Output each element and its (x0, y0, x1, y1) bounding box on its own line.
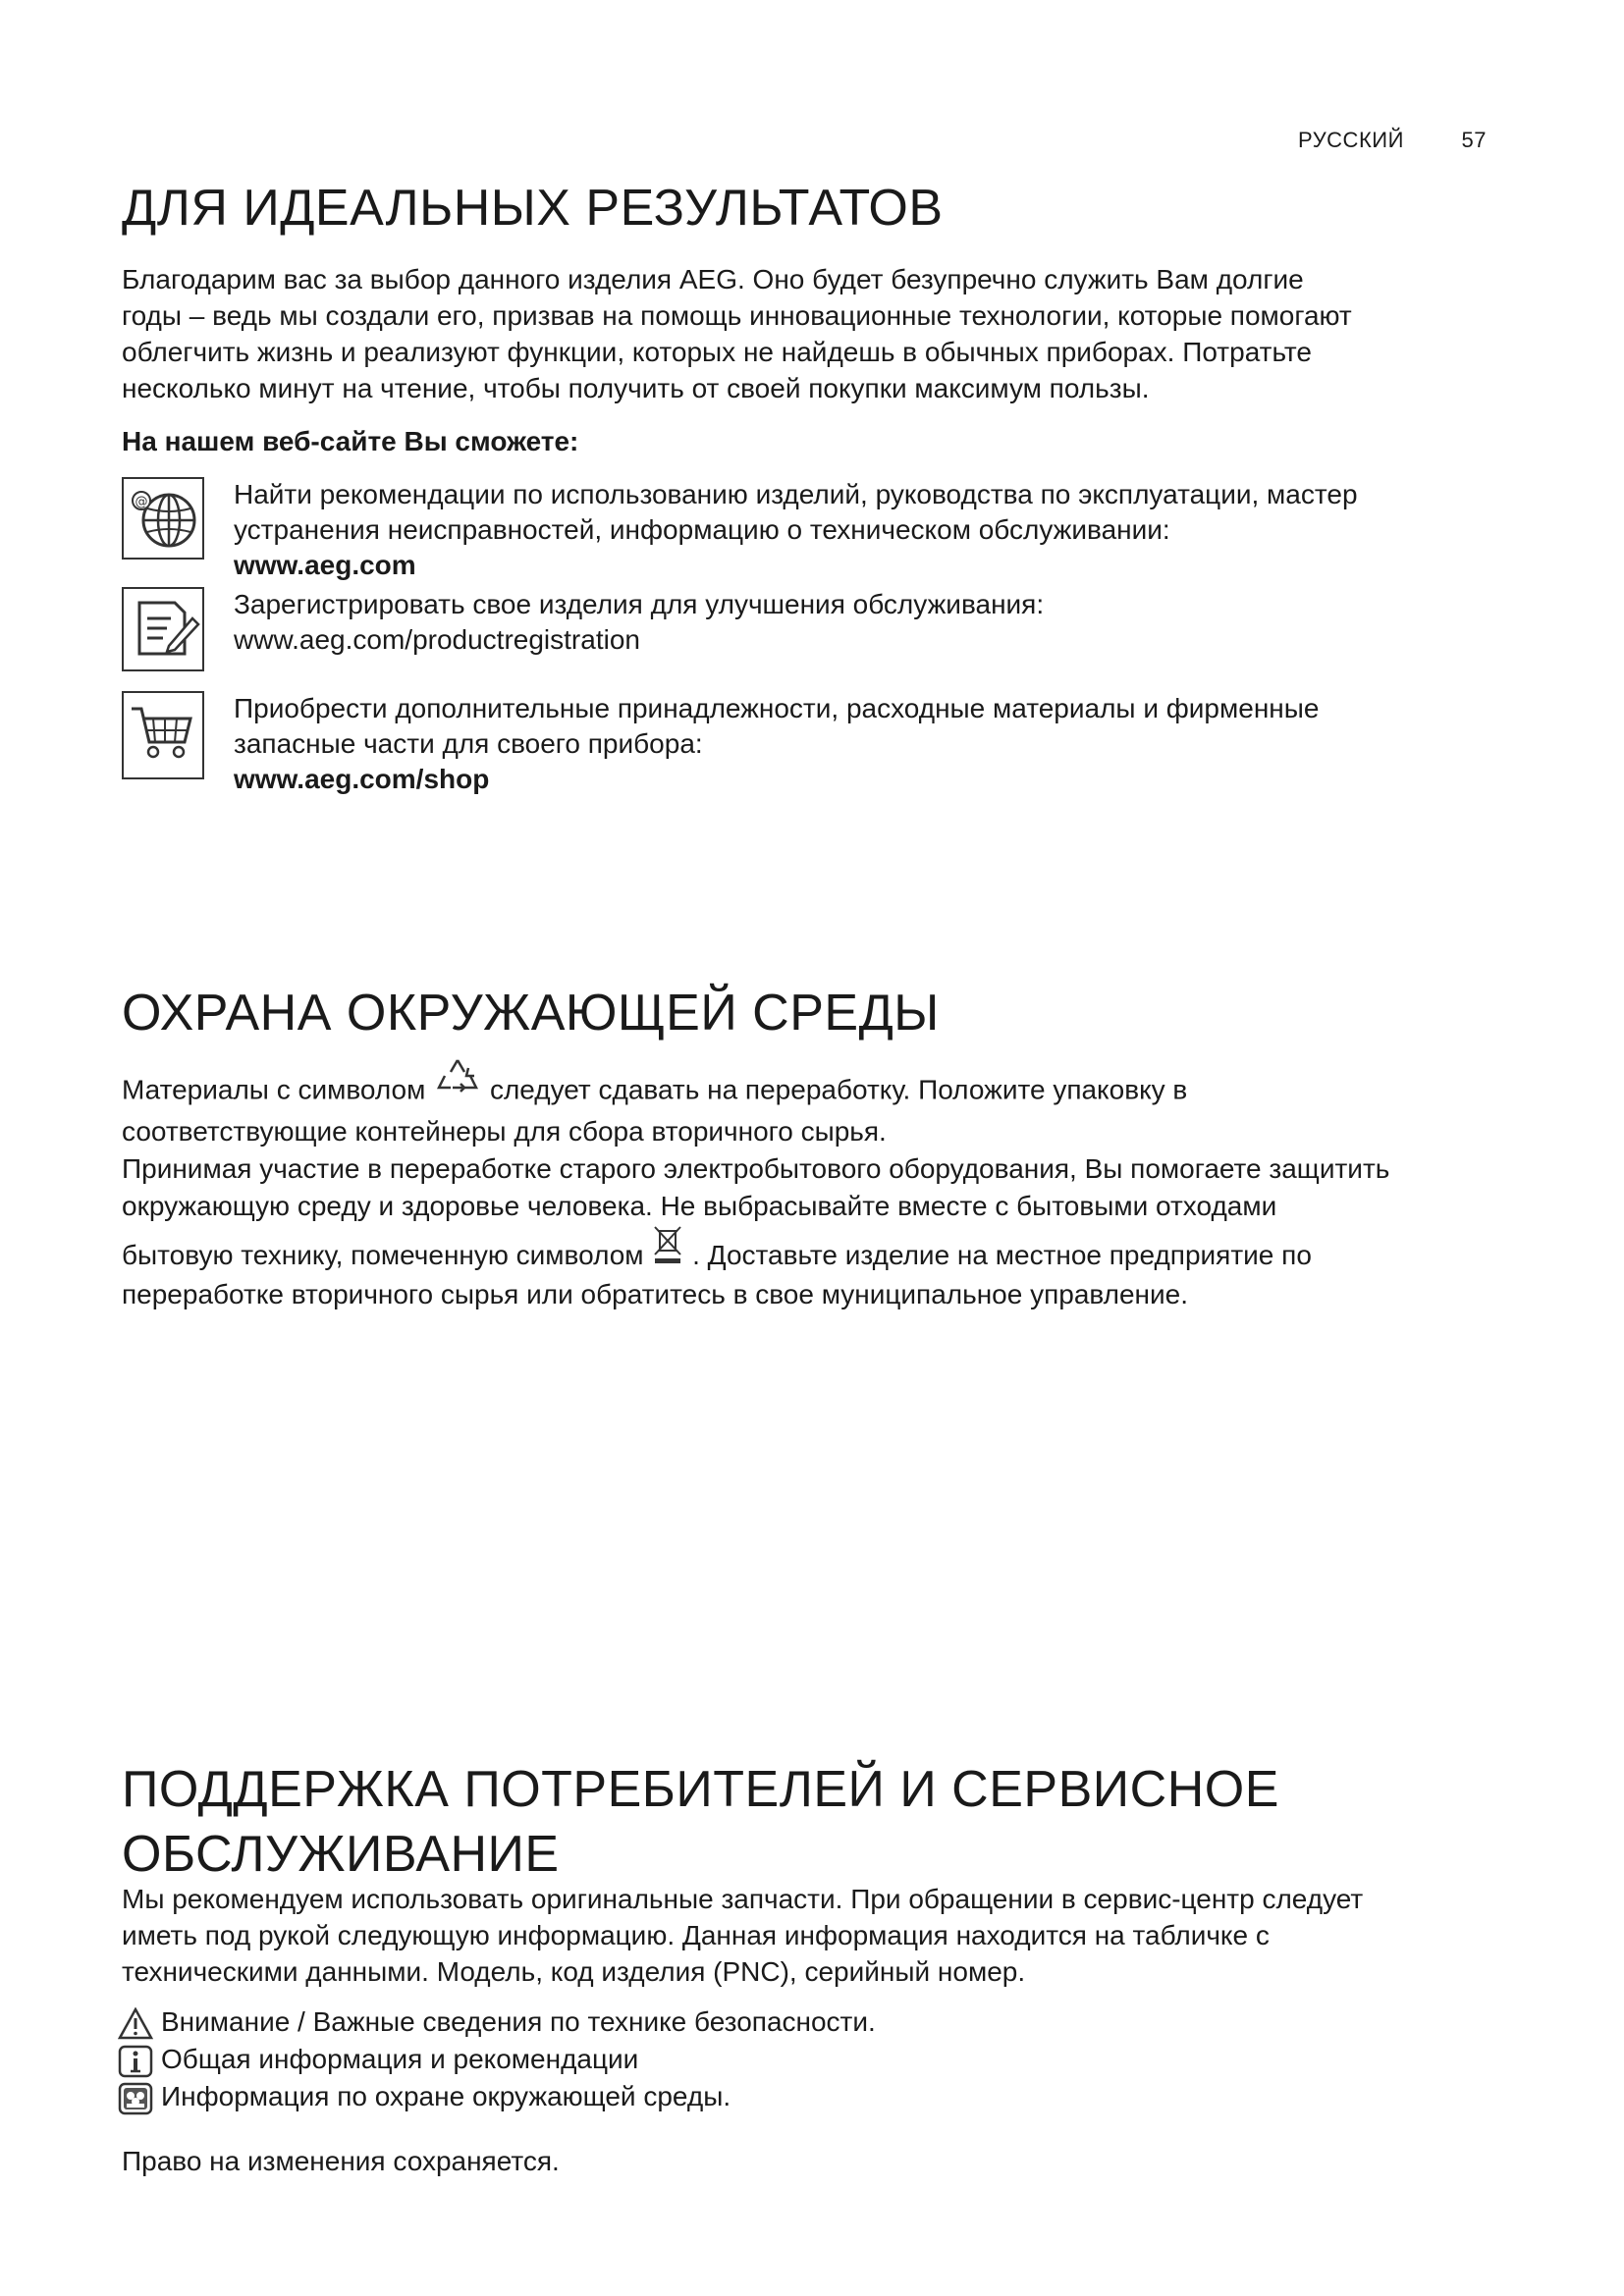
legend-text: Общая информация и рекомендации (161, 2044, 639, 2074)
title-line: ОБСЛУЖИВАНИЕ (122, 1826, 560, 1883)
environment-paragraph (122, 1070, 1516, 1313)
service-paragraph (122, 1881, 1516, 1990)
globe-icon (122, 477, 204, 560)
crossed-bin-icon (651, 1239, 684, 1276)
item-text: Зарегистрировать свое изделия для улучшения обслуживания: (234, 589, 1045, 619)
page-number: 57 (1461, 128, 1487, 152)
legend-warning (118, 2004, 876, 2041)
info-icon (118, 2045, 153, 2078)
legend-environment (118, 2079, 731, 2115)
legend-info (118, 2042, 638, 2078)
registration-icon (122, 587, 204, 671)
service-line: Мы рекомендуем использовать оригинальные запчасти. При обращении в сервис-центр следует (122, 1884, 1364, 1914)
env-line (122, 1237, 1516, 1276)
env-text: следует сдавать на переработку. Положите упаковку в (489, 1074, 1188, 1105)
env-line: Принимая участие в переработке старого электробытового оборудования, Вы помогаете защитить (122, 1153, 1390, 1184)
legend-text: Информация по охране окружающей среды. (161, 2081, 731, 2111)
shopping-cart-icon (122, 691, 204, 779)
intro-line: годы – ведь мы создали его, призвав на помощь инновационные технологии, которые помогают (122, 300, 1352, 331)
env-line: переработке вторичного сырья или обратитесь в свое муниципальное управление. (122, 1278, 1188, 1309)
environment-icon (118, 2082, 153, 2115)
env-line: окружающую среду и здоровье человека. Не выбрасывайте вместе с бытовыми отходами (122, 1191, 1277, 1221)
item-text: Приобрести дополнительные принадлежности, расходные материалы и фирменные (234, 693, 1320, 723)
aeg-shop-link[interactable]: www.aeg.com/shop (234, 764, 490, 794)
recycle-icon (433, 1070, 482, 1113)
section-title-ideal-results: ДЛЯ ИДЕАЛЬНЫХ РЕЗУЛЬТАТОВ (122, 180, 944, 237)
section-title-environment: ОХРАНА ОКРУЖАЮЩЕЙ СРЕДЫ (122, 985, 940, 1041)
section-title-customer-service (122, 1757, 1279, 1887)
warning-icon (118, 2007, 153, 2041)
service-line: техническими данными. Модель, код изделия (PNC), серийный номер. (122, 1956, 1026, 1987)
title-line: ПОДДЕРЖКА ПОТРЕБИТЕЛЕЙ И СЕРВИСНОЕ (122, 1761, 1279, 1818)
svg-text:@: @ (135, 495, 148, 509)
env-text: . Доставьте изделие на местное предприятие по (692, 1240, 1312, 1270)
product-registration-link[interactable]: www.aeg.com/productregistration (234, 624, 640, 655)
item-text: Найти рекомендации по использованию изделий, руководства по эксплуатации, мастер (234, 479, 1358, 509)
page-header (1298, 128, 1487, 153)
footer-note: Право на изменения сохраняется. (122, 2146, 560, 2176)
env-text: Материалы с символом (122, 1074, 426, 1105)
intro-line: несколько минут на чтение, чтобы получить от своей покупки максимум пользы. (122, 373, 1150, 403)
env-line: соответствующие контейнеры для сбора вторичного сырья. (122, 1116, 887, 1147)
aeg-website-link[interactable]: www.aeg.com (234, 550, 416, 580)
intro-paragraph (122, 261, 1516, 406)
env-text: бытовую технику, помеченную символом (122, 1240, 644, 1270)
service-line: иметь под рукой следующую информацию. Данная информация находится на табличке с (122, 1920, 1270, 1950)
item-text: устранения неисправностей, информацию о техническом обслуживании: (234, 514, 1170, 545)
intro-line: облегчить жизнь и реализуют функции, которых не найдешь в обычных приборах. Потратьте (122, 337, 1312, 367)
intro-line: Благодарим вас за выбор данного изделия AEG. Оно будет безупречно служить Вам долгие (122, 264, 1304, 294)
item-text: запасные части для своего прибора: (234, 728, 703, 759)
legend-text: Внимание / Важные сведения по технике безопасности. (161, 2006, 876, 2037)
website-heading: На нашем веб-сайте Вы сможете: (122, 426, 579, 456)
env-line (122, 1070, 1516, 1113)
language-label: РУССКИЙ (1298, 128, 1404, 152)
